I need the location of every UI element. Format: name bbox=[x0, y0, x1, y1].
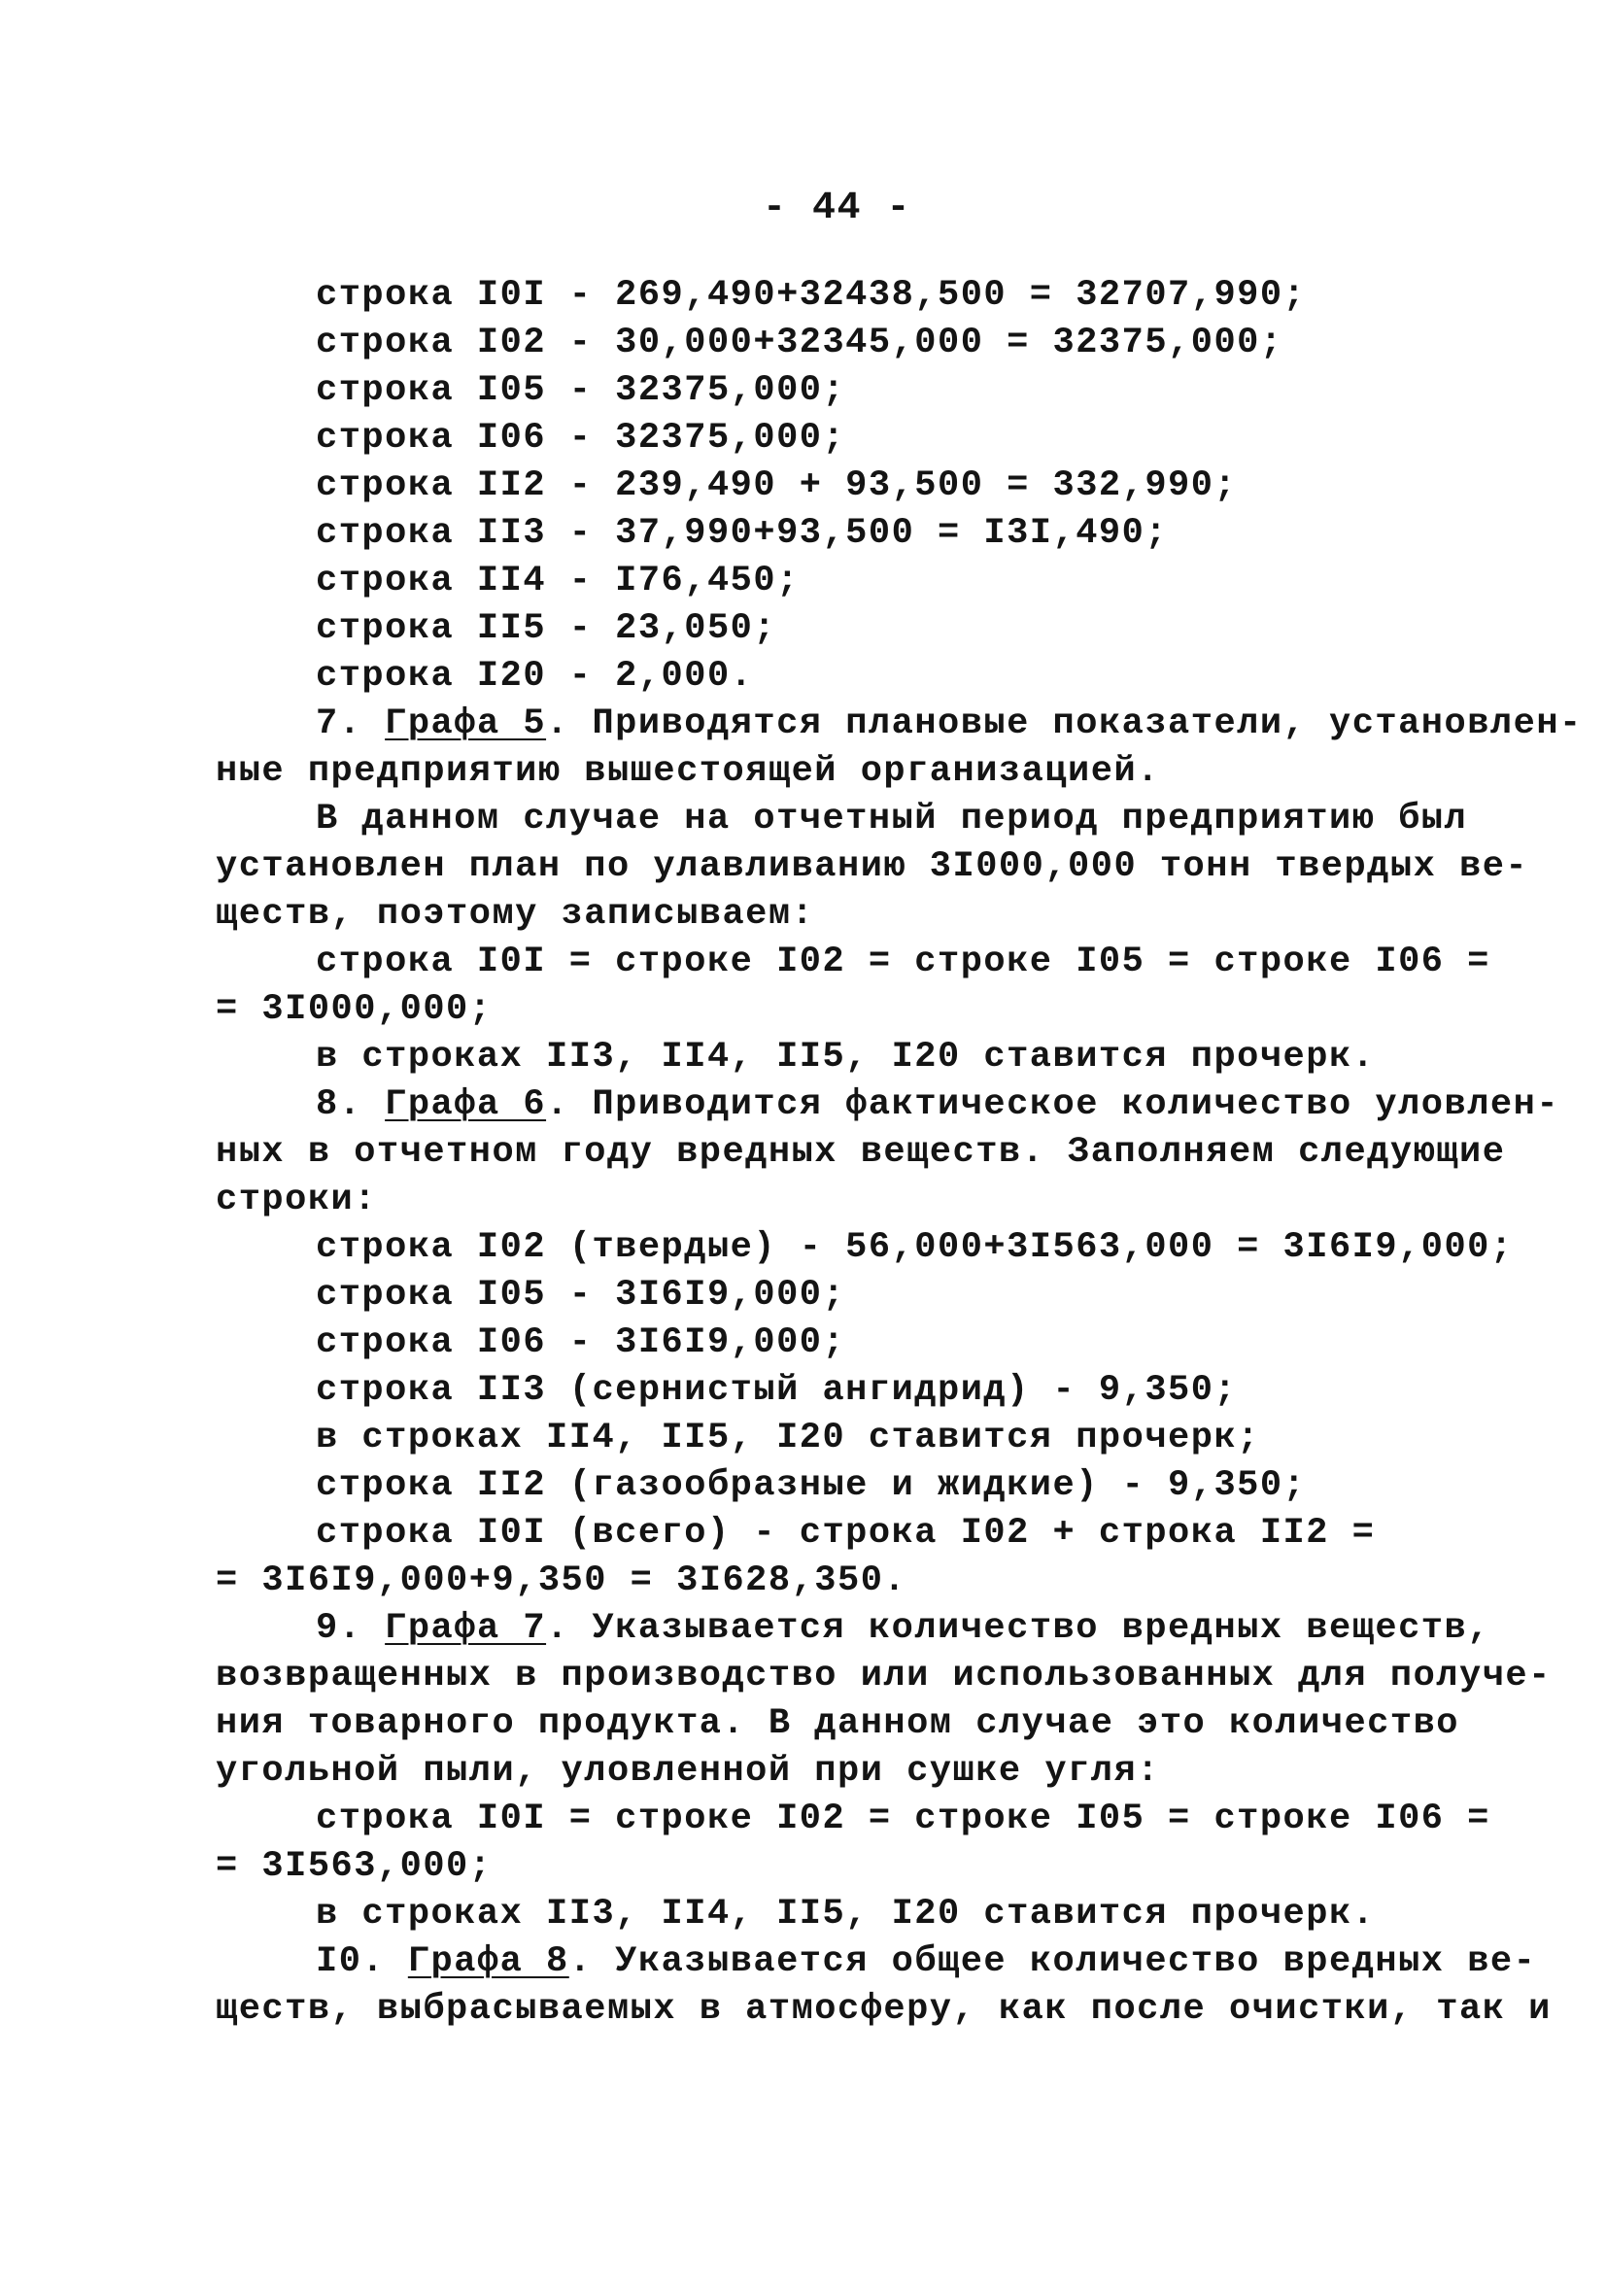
paragraph-number: 9. bbox=[316, 1608, 386, 1649]
text-line: строка II4 - I76,450; bbox=[316, 561, 800, 601]
text-line: строка I02 - 30,000+32345,000 = 32375,000; bbox=[316, 323, 1283, 363]
text-line: = 3I6I9,000+9,350 = 3I628,350. bbox=[216, 1560, 907, 1601]
text-line: ния товарного продукта. В данном случае это количество bbox=[216, 1703, 1459, 1744]
column-reference: Графа 7 bbox=[385, 1608, 547, 1649]
paragraph-8-heading bbox=[316, 1082, 1559, 1127]
paragraph-text: . Указывается количество вредных веществ, bbox=[546, 1608, 1490, 1649]
text-line: строка II3 - 37,990+93,500 = I3I,490; bbox=[316, 513, 1169, 554]
text-line: ществ, выбрасываемых в атмосферу, как после очистки, так и bbox=[216, 1989, 1552, 2030]
paragraph-text: . Указывается общее количество вредных ве- bbox=[568, 1941, 1537, 1982]
text-line: угольной пыли, уловленной при сушке угля: bbox=[216, 1751, 1160, 1792]
paragraph-7-heading bbox=[316, 702, 1583, 746]
text-line: возвращенных в производство или использованных для получе- bbox=[216, 1656, 1552, 1696]
text-line: в строках II3, II4, II5, I20 ставится прочерк. bbox=[316, 1037, 1376, 1078]
text-line: строка I0I (всего) - строка I02 + строка II2 = bbox=[316, 1513, 1376, 1554]
text-line: = 3I000,000; bbox=[216, 989, 493, 1030]
text-line: ществ, поэтому записываем: bbox=[216, 894, 815, 935]
text-line: установлен план по улавливанию 3I000,000 тонн твердых ве- bbox=[216, 846, 1529, 887]
paragraph-9-heading bbox=[316, 1606, 1490, 1651]
paragraph-number: I0. bbox=[316, 1941, 408, 1982]
text-line: строка I0I = строке I02 = строке I05 = строке I06 = bbox=[316, 1799, 1490, 1839]
text-line: строка II3 (сернистый ангидрид) - 9,350; bbox=[316, 1370, 1238, 1411]
text-line: строка I06 - 3I6I9,000; bbox=[316, 1322, 846, 1363]
text-line: = 3I563,000; bbox=[216, 1846, 493, 1887]
text-line: ных в отчетном году вредных веществ. Заполняем следующие bbox=[216, 1132, 1506, 1173]
text-line: строки: bbox=[216, 1180, 377, 1220]
page-number: - 44 - bbox=[763, 187, 912, 230]
text-line: строка I05 - 32375,000; bbox=[316, 370, 846, 411]
paragraph-number: 8. bbox=[316, 1084, 386, 1125]
column-reference: Графа 6 bbox=[385, 1084, 547, 1125]
paragraph-text: . Приводятся плановые показатели, установлен- bbox=[546, 703, 1583, 744]
text-line: строка I20 - 2,000. bbox=[316, 656, 754, 697]
text-line: строка II2 (газообразные и жидкие) - 9,350; bbox=[316, 1465, 1307, 1506]
text-line: строка I06 - 32375,000; bbox=[316, 418, 846, 459]
text-line: строка II2 - 239,490 + 93,500 = 332,990; bbox=[316, 465, 1238, 506]
paragraph-number: 7. bbox=[316, 703, 386, 744]
text-line: строка I0I - 269,490+32438,500 = 32707,990; bbox=[316, 275, 1307, 316]
text-line: ные предприятию вышестоящей организацией. bbox=[216, 751, 1160, 792]
text-line: в строках II3, II4, II5, I20 ставится прочерк. bbox=[316, 1894, 1376, 1935]
text-line: строка I0I = строке I02 = строке I05 = строке I06 = bbox=[316, 942, 1490, 982]
column-reference: Графа 5 bbox=[385, 703, 547, 744]
text-line: В данном случае на отчетный период предприятию был bbox=[316, 799, 1468, 840]
text-line: строка I02 (твердые) - 56,000+3I563,000 = 3I6I9,000; bbox=[316, 1227, 1514, 1268]
text-line: строка I05 - 3I6I9,000; bbox=[316, 1275, 846, 1316]
paragraph-10-heading bbox=[316, 1939, 1536, 1984]
text-line: в строках II4, II5, I20 ставится прочерк; bbox=[316, 1418, 1260, 1458]
paragraph-text: . Приводится фактическое количество уловлен- bbox=[546, 1084, 1560, 1125]
column-reference: Графа 8 bbox=[407, 1941, 569, 1982]
text-line: строка II5 - 23,050; bbox=[316, 608, 777, 649]
